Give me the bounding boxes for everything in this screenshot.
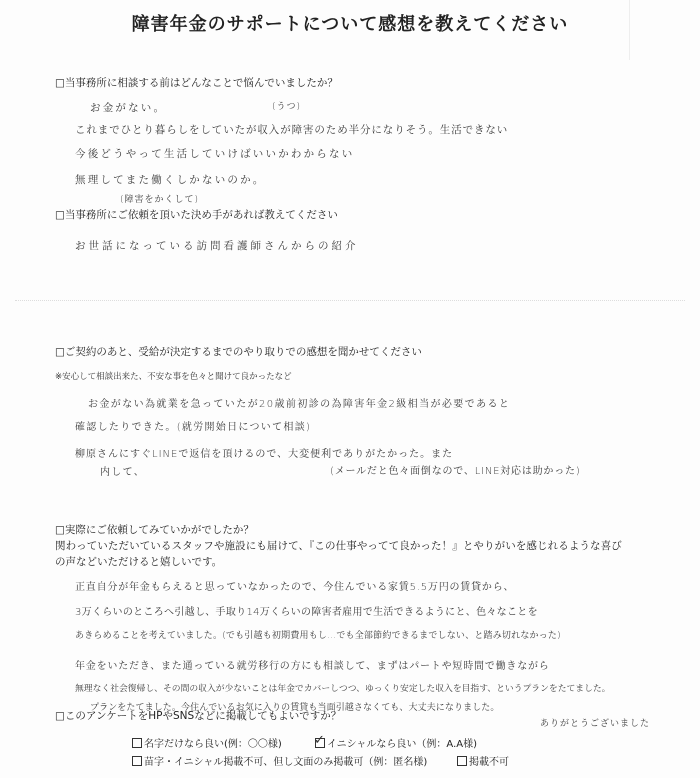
answer-4-line-6: プランをたてました。今住んでいるお気に入りの賃貸も当面引越さなくても、大丈夫になりました。	[90, 703, 500, 713]
option-no-publish-label: 掲載不可	[469, 757, 509, 768]
answer-4-line-3: あきらめることを考えていました。(でも引越も初期費用もし…でも全部節約できるまでしない、と踏み切れなかった)	[75, 631, 561, 641]
question-5-label: □このアンケートをHPやSNSなどに掲載してもよいですか？	[55, 710, 342, 722]
option-text-only[interactable]	[132, 753, 427, 768]
page-title: 障害年金のサポートについて感想を教えてください	[131, 14, 569, 35]
checkbox-surname-only[interactable]	[132, 738, 142, 748]
answer-1-line-1: お金がない。	[90, 102, 167, 114]
checkbox-initials[interactable]	[314, 733, 325, 748]
answer-4-line-5: 無理なく社会復帰し、その間の収入が少ないことは年金でカバーしつつ、ゆっくり安定した収入を目指す、というプランをたてました。	[75, 684, 611, 694]
question-4-desc-2: の声などいただけると嬉しいです。	[55, 556, 223, 568]
answer-4-line-4: 年金をいただき、また通っている就労移行の方にも相談して、まずはパートや短時間で働きながら	[75, 661, 550, 672]
answer-3-line-3: 柳原さんにすぐLINEで返信を頂けるので、大変便利でありがたかった。また	[75, 449, 454, 460]
option-surname-only-label: 名字だけなら良い(例：〇〇様)	[144, 739, 282, 750]
option-text-only-label: 苗字・イニシャル掲載不可、但し文面のみ掲載可（例：匿名様)	[144, 757, 428, 768]
question-3-label: □ご契約のあと、受給が決定するまでのやり取りでの感想を聞かせてください	[55, 346, 422, 358]
answer-1-annotation: (うつ)	[272, 102, 302, 112]
option-initials[interactable]	[315, 735, 477, 750]
answer-4-line-2: 3万くらいのところへ引越し、手取り14万くらいの障害者雇用で生活できるようにと、色々なことを	[75, 607, 538, 618]
answer-3-line-1: お金がない為就業を急っていたが20歳前初診の為障害年金2級相当が必要であると	[88, 399, 511, 410]
answer-3-line-2: 確認したりできた。(就労開始日について相談)	[75, 422, 312, 433]
question-1-label: □当事務所に相談する前はどんなことで悩んでいましたか？	[55, 77, 338, 89]
checkbox-text-only[interactable]	[132, 756, 142, 766]
answer-1-line-4: 無理してまた働くしかないのか。	[75, 174, 266, 186]
question-2-label: □当事務所にご依頼を頂いた決め手があれば教えてください	[55, 209, 338, 221]
answer-3-line-5: 内して、	[100, 467, 145, 478]
answer-4-thanks: ありがとうございました	[540, 719, 651, 729]
option-no-publish[interactable]	[457, 753, 509, 768]
question-4-label: □実際にご依頼してみていかがでしたか？	[55, 524, 254, 536]
answer-1-annotation-2: (障害をかくして)	[120, 195, 200, 205]
check-mark-icon: ✓	[314, 733, 325, 748]
question-4-desc-1: 関わっていただいているスタッフや施設にも届けて、『この仕事やってて良かった！』とやりがいを感じれるような喜び	[55, 540, 622, 552]
answer-2: お世話になっている訪問看護師さんからの紹介	[75, 240, 359, 252]
divider	[15, 300, 685, 301]
answer-1-line-3: 今後どうやって生活していけばいいかわからない	[75, 148, 355, 160]
checkbox-no-publish[interactable]	[457, 756, 467, 766]
question-3-note: ※安心して相談出来た、不安な事を色々と聞けて良かったなど	[55, 372, 292, 382]
option-initials-label: イニシャルなら良い（例：A.A様)	[327, 739, 477, 750]
option-surname-only[interactable]	[132, 735, 282, 750]
answer-1-line-2: これまでひとり暮らしをしていたが収入が障害のため半分になりそう。生活できない	[75, 124, 509, 136]
answer-3-line-4: (メールだと色々面倒なので、LINE対応は助かった)	[330, 466, 581, 477]
answer-4-line-1: 正直自分が年金もらえると思っていなかったので、今住んでいる家賃5.5万円の賃貸から、	[75, 582, 515, 593]
